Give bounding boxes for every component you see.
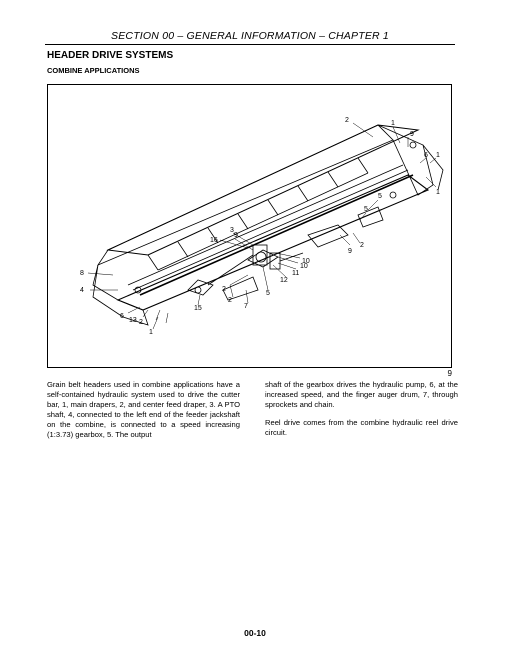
callout-label: 8	[80, 270, 84, 277]
callout-label: 2	[139, 319, 143, 326]
callout-label: 9	[348, 248, 352, 255]
callout-label: 2	[228, 297, 232, 304]
callout-label: 5	[266, 290, 270, 297]
callout-label: 13	[129, 317, 137, 324]
body-paragraph: Grain belt headers used in combine applications have a self-contained hydraulic system used to drive the cutter bar, 1, main drapers, 2, and center feed draper, 3. A PTO shaft, 4, connected to the left end of the feeder jackshaft on the combine, is connected to a speed increasing (1:3.73) gearbox, 5. The output	[47, 380, 240, 439]
callout-label: 11	[292, 270, 300, 277]
callout-label: 7	[244, 303, 248, 310]
callout-label: 1	[391, 120, 395, 127]
page-number: 00-10	[244, 628, 266, 638]
callout-label: 5	[378, 193, 382, 200]
body-column-left	[47, 380, 240, 448]
section-heading: HEADER DRIVE SYSTEMS	[47, 50, 174, 61]
callout-label: 10	[302, 258, 310, 265]
callout-label: 6	[120, 313, 124, 320]
callout-label: 12	[280, 277, 288, 284]
callout-label: 2	[222, 286, 226, 293]
body-column-right	[265, 380, 458, 446]
header-rule	[45, 44, 455, 45]
callout-label: 9	[234, 232, 238, 239]
callout-label: 1	[436, 189, 440, 196]
figure-box	[47, 84, 452, 368]
callout-label: 6	[424, 152, 428, 159]
callout-label: 4	[80, 287, 84, 294]
body-paragraph: Reel drive comes from the combine hydraulic reel drive circuit.	[265, 418, 458, 437]
page-header: SECTION 00 – GENERAL INFORMATION – CHAPTER 1	[111, 30, 389, 42]
callout-label: 9	[410, 131, 414, 138]
callout-label: 2	[360, 242, 364, 249]
section-subheading: COMBINE APPLICATIONS	[47, 66, 140, 75]
header-illustration	[48, 85, 453, 369]
figure-number: 9	[447, 369, 452, 378]
callout-label: 1	[149, 329, 153, 336]
callout-label: 10	[300, 263, 308, 270]
callout-labels	[80, 117, 440, 336]
leader-lines	[88, 123, 436, 329]
callout-label: 15	[194, 305, 202, 312]
body-paragraph: shaft of the gearbox drives the hydraulic pump, 6, at the increased speed, and the finger auger drum, 7, through sprockets and chain.	[265, 380, 458, 409]
callout-label: 3	[230, 227, 234, 234]
callout-label: 2	[345, 117, 349, 124]
callout-label: 5	[364, 206, 368, 213]
callout-label: 1	[436, 152, 440, 159]
callout-label: 16	[210, 237, 218, 244]
